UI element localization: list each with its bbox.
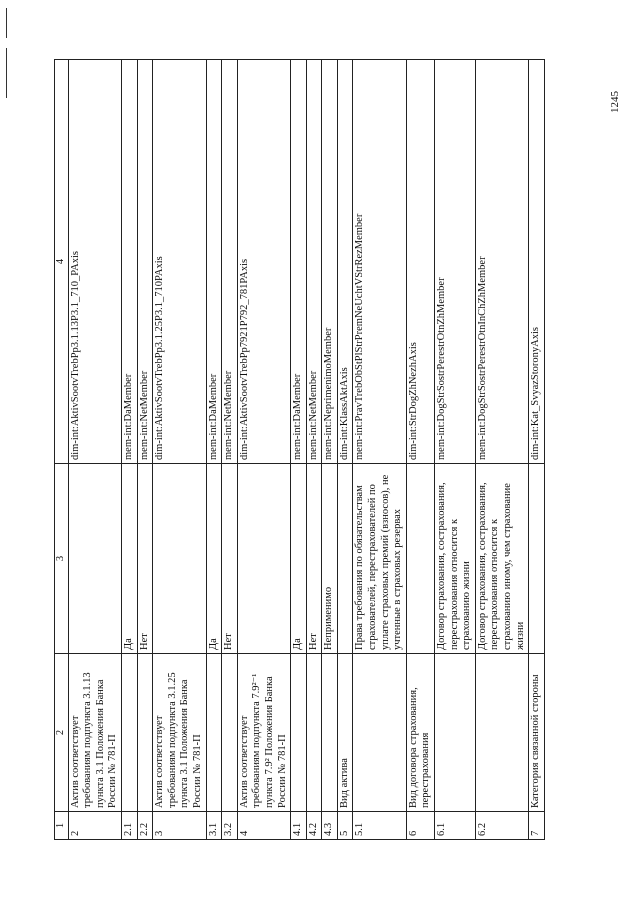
indicator-cell xyxy=(121,654,137,812)
indicator-cell xyxy=(222,654,238,812)
row-number-cell: 4.1 xyxy=(291,812,307,840)
code-cell: mem-int:DaMember xyxy=(291,60,307,464)
row-number-cell: 2 xyxy=(68,812,121,840)
header-cell: 2 xyxy=(55,654,69,812)
row-number-cell: 7 xyxy=(529,812,545,840)
indicator-cell: Вид актива xyxy=(337,654,353,812)
code-cell: dim-int:StrDogZhNezhAxis xyxy=(406,60,434,464)
code-cell: mem-int:NeprimenimoMember xyxy=(322,60,338,464)
code-cell: dim-int:AktivSootvTrebPp3.1.25P3.1_710PAxis xyxy=(153,60,206,464)
row-number-cell: 4.2 xyxy=(306,812,322,840)
table-row xyxy=(222,60,238,840)
member-cell xyxy=(237,464,290,654)
header-row xyxy=(55,60,69,840)
member-cell xyxy=(68,464,121,654)
row-number-cell: 6.2 xyxy=(475,812,528,840)
indicator-cell: Вид договора страхования, перестрахования xyxy=(406,654,434,812)
table-row xyxy=(337,60,353,840)
table-row xyxy=(529,60,545,840)
row-number-cell: 3.2 xyxy=(222,812,238,840)
code-cell: dim-int:AktivSootvTrebPp3.1.13P3.1_710_PAxis xyxy=(68,60,121,464)
member-cell xyxy=(529,464,545,654)
row-number-cell: 5 xyxy=(337,812,353,840)
member-cell: Нет xyxy=(306,464,322,654)
indicator-cell: Категория связанной стороны xyxy=(529,654,545,812)
table-row xyxy=(475,60,528,840)
code-cell: mem-int:DogStrSostrPerestrOtnZhMember xyxy=(435,60,476,464)
rotated-page xyxy=(54,60,594,840)
member-cell: Да xyxy=(291,464,307,654)
indicator-cell: Актив соответствует требованиям подпункта 3.1.13 пункта 3.1 Положения Банка России № 781-П xyxy=(68,654,121,812)
member-cell: Нет xyxy=(222,464,238,654)
row-number-cell: 4.3 xyxy=(322,812,338,840)
indicator-cell xyxy=(322,654,338,812)
row-number-cell: 2.2 xyxy=(137,812,153,840)
page-number: 1245 xyxy=(609,91,621,113)
row-number-cell: 3.1 xyxy=(206,812,222,840)
row-number-cell: 2.1 xyxy=(121,812,137,840)
table-row xyxy=(121,60,137,840)
code-cell: mem-int:DaMember xyxy=(206,60,222,464)
member-cell: Неприменимо xyxy=(322,464,338,654)
code-cell: mem-int:NetMember xyxy=(222,60,238,464)
table-row xyxy=(237,60,290,840)
table-row xyxy=(406,60,434,840)
member-cell: Договор страхования, сострахования, перестрахования относится к страхованию иному, чем страхование жизни xyxy=(475,464,528,654)
code-cell: dim-int:AktivSootvTrebPp7921P792_781PAxis xyxy=(237,60,290,464)
member-cell: Договор страхования, сострахования, перестрахования относится к страхованию жизни xyxy=(435,464,476,654)
table-row xyxy=(306,60,322,840)
indicator-cell: Актив соответствует требованиям подпункта 3.1.25 пункта 3.1 Положения Банка России № 781-П xyxy=(153,654,206,812)
row-number-cell: 4 xyxy=(237,812,290,840)
indicator-cell xyxy=(475,654,528,812)
member-cell: Нет xyxy=(137,464,153,654)
indicator-cell xyxy=(291,654,307,812)
row-number-cell: 6.1 xyxy=(435,812,476,840)
code-cell: mem-int:NetMember xyxy=(137,60,153,464)
indicator-cell xyxy=(435,654,476,812)
code-cell: mem-int:NetMember xyxy=(306,60,322,464)
row-number-cell: 6 xyxy=(406,812,434,840)
member-cell: Права требования по обязательствам страхователей, перестрахователей по уплате страховых премий (взносов), не учтенные в страховых резервах xyxy=(353,464,406,654)
code-cell: dim-int:Kat_SvyazStoronyAxis xyxy=(529,60,545,464)
row-number-cell: 5.1 xyxy=(353,812,406,840)
header-cell: 1 xyxy=(55,812,69,840)
indicator-cell xyxy=(137,654,153,812)
member-cell xyxy=(337,464,353,654)
code-cell: mem-int:PravTrebObStPlStrPremNeUchtVStrRezMember xyxy=(353,60,406,464)
row-number-cell: 3 xyxy=(153,812,206,840)
table-row xyxy=(353,60,406,840)
member-cell xyxy=(406,464,434,654)
data-table xyxy=(54,59,545,840)
table-row xyxy=(435,60,476,840)
indicator-cell xyxy=(206,654,222,812)
table-row xyxy=(291,60,307,840)
indicator-cell xyxy=(306,654,322,812)
member-cell: Да xyxy=(121,464,137,654)
header-cell: 3 xyxy=(55,464,69,654)
indicator-cell: Актив соответствует требованиям подпункта 7.9²⁻¹ пункта 7.9² Положения Банка России № 781-П xyxy=(237,654,290,812)
table-row xyxy=(322,60,338,840)
indicator-cell xyxy=(353,654,406,812)
code-cell: mem-int:DogStrSostrPerestrOtnInChZhMember xyxy=(475,60,528,464)
margin-rule-top xyxy=(6,8,7,38)
member-cell xyxy=(153,464,206,654)
table-row xyxy=(68,60,121,840)
member-cell: Да xyxy=(206,464,222,654)
header-cell: 4 xyxy=(55,60,69,464)
table-row xyxy=(153,60,206,840)
table-row xyxy=(137,60,153,840)
code-cell: dim-int:KlassAktAxis xyxy=(337,60,353,464)
margin-rule-bottom xyxy=(6,48,7,98)
code-cell: mem-int:DaMember xyxy=(121,60,137,464)
table-row xyxy=(206,60,222,840)
